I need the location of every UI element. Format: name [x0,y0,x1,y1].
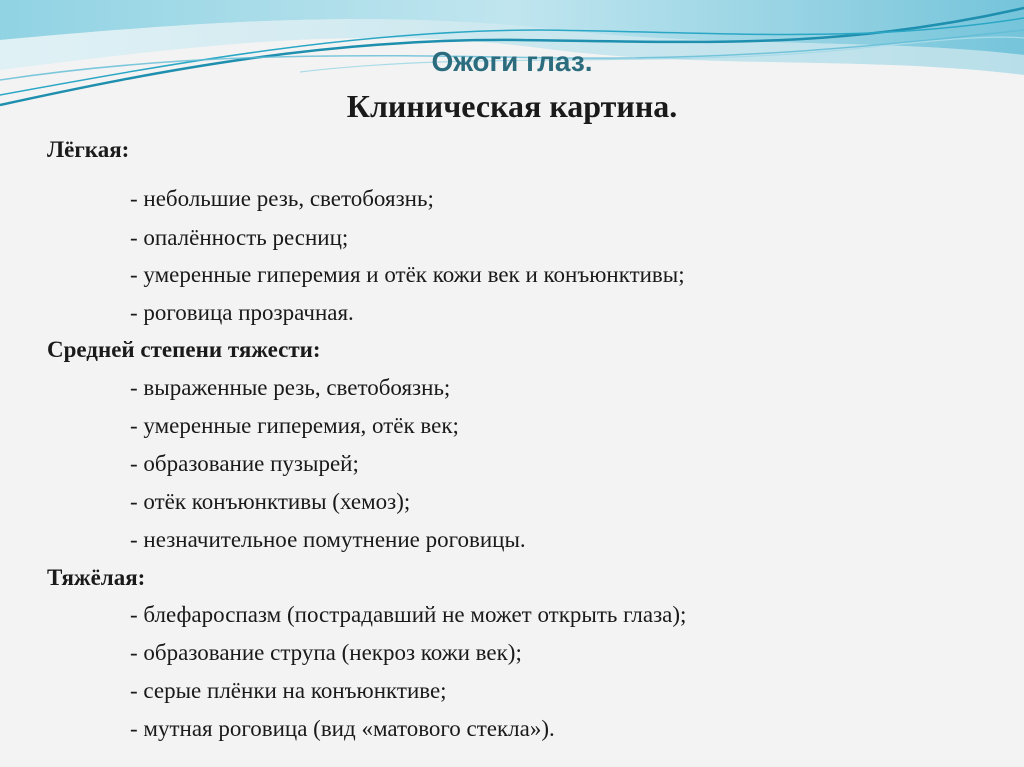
list-item: - образование пузырей; [130,451,359,476]
list-item: - образование струпа (некроз кожи век); [130,640,522,665]
section-heading-severe: Тяжёлая: [47,565,146,590]
list-item: - блефароспазм (пострадавший не может открыть глаза); [130,602,687,627]
list-item: - роговица прозрачная. [130,300,354,325]
section-heading-mild: Лёгкая: [47,137,130,162]
slide-subtitle: Клиническая картина. [346,88,678,124]
list-item: - серые плёнки на конъюнктиве; [130,678,447,703]
list-item: - мутная роговица (вид «матового стекла»). [130,716,555,741]
section-heading-moderate: Средней степени тяжести: [47,337,321,362]
list-item: - умеренные гиперемия и отёк кожи век и конъюнктивы; [130,262,685,287]
slide-title: Ожоги глаз. [431,46,593,77]
list-item: - небольшие резь, светобоязнь; [130,186,434,211]
list-item: - опалённость ресниц; [130,225,349,250]
list-item: - умеренные гиперемия, отёк век; [130,413,459,438]
list-item: - незначительное помутнение роговицы. [130,527,526,552]
list-item: - выраженные резь, светобоязнь; [130,375,451,400]
list-item: - отёк конъюнктивы (хемоз); [130,489,411,514]
